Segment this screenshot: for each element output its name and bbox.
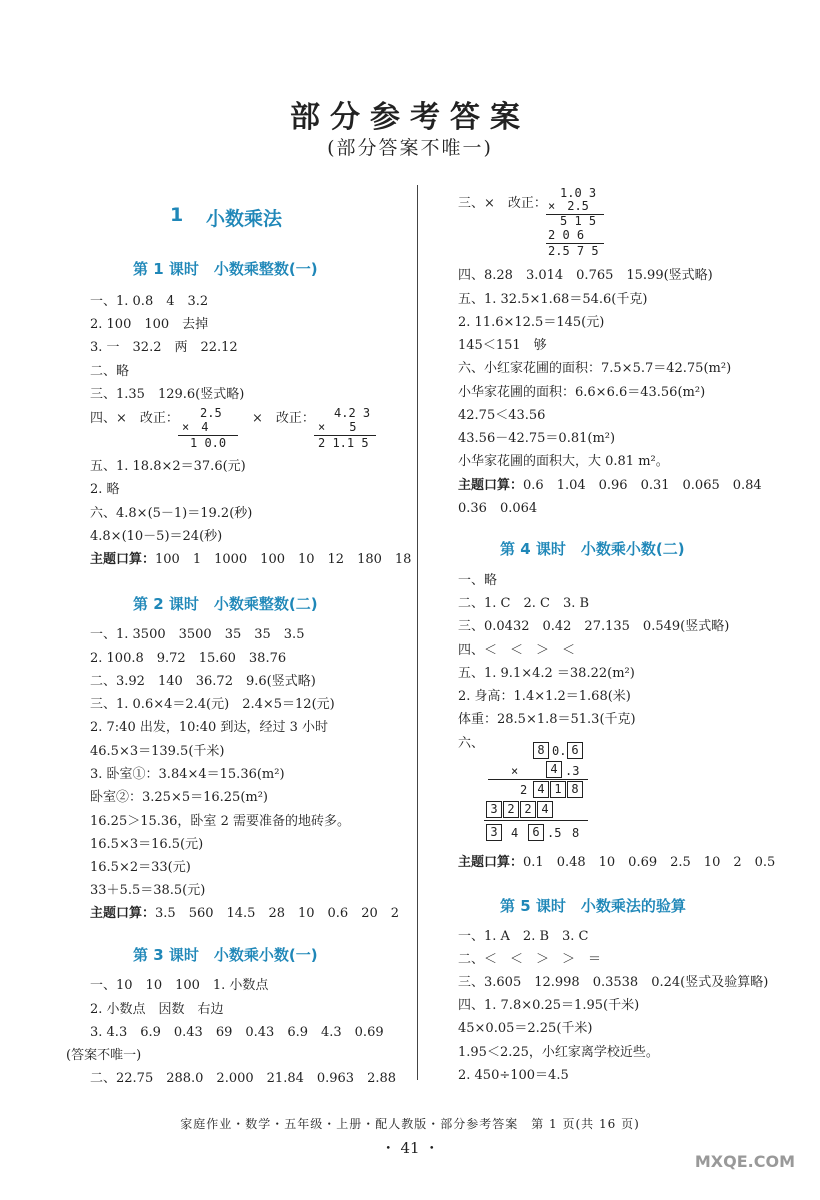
answer-line: 3. 卧室①：3.84×4＝15.36(m²) bbox=[90, 767, 285, 782]
mental-math-answers: 0.6 1.04 0.96 0.31 0.065 0.84 bbox=[523, 478, 762, 493]
chapter-number: 1 bbox=[170, 204, 184, 226]
answer-line: 一、10 10 100 1. 小数点 bbox=[90, 978, 269, 993]
answer-line: 2. 略 bbox=[90, 482, 120, 497]
digit-box: 6 bbox=[528, 824, 544, 841]
mental-math-line bbox=[458, 478, 762, 494]
answer-line: (答案不唯一) bbox=[66, 1048, 142, 1063]
answer-line: 16.5×3＝16.5(元) bbox=[90, 837, 204, 852]
vertical-calc-line: 2 1.1 5 bbox=[318, 436, 369, 450]
digit-text: .5 bbox=[547, 826, 562, 840]
mental-math-continuation: 0.36 0.064 bbox=[458, 501, 538, 516]
answer-line: 一、1. A 2. B 3. C bbox=[458, 929, 589, 944]
mental-math-answers: 3.5 560 14.5 28 10 0.6 20 2 bbox=[155, 906, 400, 921]
answer-line: 43.56－42.75＝0.81(m²) bbox=[458, 431, 616, 446]
vertical-calc-line: 4.2 3 bbox=[334, 406, 371, 420]
vertical-calc-line: × 2.5 bbox=[548, 199, 589, 213]
answer-line: 45×0.05＝2.25(千米) bbox=[458, 1021, 593, 1036]
answer-line: 3. 4.3 6.9 0.43 69 0.43 6.9 4.3 0.69 bbox=[90, 1025, 384, 1040]
digit-box: 8 bbox=[533, 742, 549, 759]
vertical-calc-rule bbox=[484, 820, 588, 821]
answer-line: 六、小红家花圃的面积：7.5×5.7＝42.75(m²) bbox=[458, 361, 732, 376]
vertical-calc-line: 1 0.0 bbox=[190, 436, 227, 450]
answer-line: 3. 一 32.2 两 22.12 bbox=[90, 340, 238, 355]
digit-box: 3 bbox=[486, 824, 502, 841]
vertical-calc-line: 2.5 bbox=[200, 406, 222, 420]
vertical-calc-line: 2.5 7 5 bbox=[548, 244, 599, 258]
vertical-calc-line: 5 1 5 bbox=[560, 214, 597, 228]
answer-line: 五、1. 9.1×4.2 ＝38.22(m²) bbox=[458, 666, 635, 681]
page-footer: 家庭作业・数学・五年级・上册・配人教版・部分参考答案 第 1 页(共 16 页) bbox=[180, 1117, 640, 1131]
mental-math-label: 主题口算： bbox=[90, 552, 156, 567]
vertical-calc-line: 2 0 6 bbox=[548, 228, 585, 242]
answer-line: 一、1. 0.8 4 3.2 bbox=[90, 294, 209, 309]
column-divider bbox=[417, 185, 418, 1080]
lesson-heading: 第 1 课时 小数乘整数(一) bbox=[133, 260, 318, 278]
page-subtitle: (部分答案不唯一) bbox=[327, 137, 493, 159]
chapter-title: 小数乘法 bbox=[206, 208, 283, 230]
mental-math-label: 主题口算： bbox=[458, 478, 524, 493]
answer-line: 16.5×2＝33(元) bbox=[90, 860, 191, 875]
mental-math-answers: 100 1 1000 100 10 12 180 18 bbox=[155, 552, 412, 567]
answer-line: 46.5×3＝139.5(千米) bbox=[90, 744, 225, 759]
answer-line: 一、略 bbox=[458, 573, 498, 588]
answer-line: 三、1. 0.6×4＝2.4(元) 2.4×5＝12(元) bbox=[90, 697, 335, 712]
vertical-calc-line: 1.0 3 bbox=[560, 186, 597, 200]
answer-line: 三、× 改正： bbox=[458, 196, 547, 211]
mental-math-label: 主题口算： bbox=[458, 855, 524, 870]
answer-line: 1.95＜2.25，小红家离学校近些。 bbox=[458, 1045, 659, 1060]
multiply-sign: × bbox=[511, 764, 519, 778]
answer-line: 四、＜ ＜ ＞ ＜ bbox=[458, 643, 576, 658]
mental-math-label: 主题口算： bbox=[90, 906, 156, 921]
answer-line: 33＋5.5＝38.5(元) bbox=[90, 883, 206, 898]
page-title: 部分参考答案 bbox=[290, 100, 530, 135]
lesson-heading: 第 4 课时 小数乘小数(二) bbox=[500, 540, 685, 558]
answer-line: 4.8×(10－5)＝24(秒) bbox=[90, 529, 223, 544]
answer-line: 三、3.605 12.998 0.3538 0.24(竖式及验算略) bbox=[458, 975, 769, 990]
answer-line: 卧室②：3.25×5＝16.25(m²) bbox=[90, 790, 269, 805]
answer-line: 二、＜ ＜ ＞ ＞ ＝ bbox=[458, 952, 602, 967]
watermark: MXQE.COM bbox=[694, 1152, 795, 1171]
digit-text: 0. bbox=[552, 744, 567, 758]
lesson-heading: 第 5 课时 小数乘法的验算 bbox=[500, 897, 686, 915]
digit-box: 4 bbox=[533, 781, 549, 798]
answer-line: 二、22.75 288.0 2.000 21.84 0.963 2.88 bbox=[90, 1071, 397, 1086]
answer-line: 三、0.0432 0.42 27.135 0.549(竖式略) bbox=[458, 619, 730, 634]
page-number: ・ 41 ・ bbox=[380, 1139, 440, 1157]
answer-line: 一、1. 3500 3500 35 35 3.5 bbox=[90, 627, 305, 642]
digit-box: 2 bbox=[503, 801, 519, 818]
answer-line: 2. 100 100 去掉 bbox=[90, 317, 209, 332]
digit-text: 8 bbox=[572, 826, 580, 840]
answer-line: 145＜151 够 bbox=[458, 338, 547, 353]
answer-line: 2. 11.6×12.5＝145(元) bbox=[458, 315, 605, 330]
answer-line: 六、 bbox=[458, 736, 485, 751]
answer-line: 二、1. C 2. C 3. B bbox=[458, 596, 590, 611]
answer-line: 二、3.92 140 36.72 9.6(竖式略) bbox=[90, 674, 316, 689]
answer-line: 四、1. 7.8×0.25＝1.95(千米) bbox=[458, 998, 640, 1013]
answer-line: 五、1. 18.8×2＝37.6(元) bbox=[90, 459, 246, 474]
answer-line: × 改正： bbox=[252, 411, 315, 426]
digit-box: 2 bbox=[520, 801, 536, 818]
answer-line: 四、× 改正： bbox=[90, 411, 179, 426]
digit-text: 2 bbox=[520, 783, 528, 797]
mental-math-line bbox=[458, 855, 775, 871]
vertical-calc-rule bbox=[488, 779, 588, 780]
digit-box: 1 bbox=[550, 781, 566, 798]
answer-line: 五、1. 32.5×1.68＝54.6(千克) bbox=[458, 292, 648, 307]
answer-line: 二、略 bbox=[90, 364, 130, 379]
answer-line: 16.25＞15.36，卧室 2 需要准备的地砖多。 bbox=[90, 814, 350, 829]
answer-line: 2. 小数点 因数 右边 bbox=[90, 1002, 224, 1017]
answer-line: 2. 7:40 出发，10:40 到达，经过 3 小时 bbox=[90, 720, 328, 735]
answer-line: 2. 100.8 9.72 15.60 38.76 bbox=[90, 651, 287, 666]
answer-line: 2. 450÷100＝4.5 bbox=[458, 1068, 569, 1083]
mental-math-answers: 0.1 0.48 10 0.69 2.5 10 2 0.5 bbox=[523, 855, 776, 870]
answer-line: 六、4.8×(5－1)＝19.2(秒) bbox=[90, 506, 253, 521]
answer-line: 小华家花圃的面积：6.6×6.6＝43.56(m²) bbox=[458, 385, 706, 400]
answer-line: 四、8.28 3.014 0.765 15.99(竖式略) bbox=[458, 268, 713, 283]
digit-box: 4 bbox=[546, 761, 562, 778]
digit-box: 4 bbox=[537, 801, 553, 818]
digit-box: 8 bbox=[567, 781, 583, 798]
lesson-heading: 第 3 课时 小数乘小数(一) bbox=[133, 946, 318, 964]
vertical-calc-line: × 5 bbox=[318, 420, 357, 434]
digit-text: .3 bbox=[565, 764, 580, 778]
answer-line: 2. 身高：1.4×1.2＝1.68(米) bbox=[458, 689, 631, 704]
answer-line: 42.75＜43.56 bbox=[458, 408, 546, 423]
answer-line: 体重：28.5×1.8＝51.3(千克) bbox=[458, 712, 636, 727]
digit-text: 4 bbox=[511, 826, 519, 840]
digit-box: 3 bbox=[486, 801, 502, 818]
answer-line: 三、1.35 129.6(竖式略) bbox=[90, 387, 245, 402]
answer-line: 小华家花圃的面积大，大 0.81 m²。 bbox=[458, 454, 669, 469]
mental-math-line bbox=[90, 552, 411, 568]
vertical-calc-line: × 4 bbox=[182, 420, 209, 434]
mental-math-line bbox=[90, 906, 399, 922]
digit-box: 6 bbox=[567, 742, 583, 759]
lesson-heading: 第 2 课时 小数乘整数(二) bbox=[133, 595, 318, 613]
